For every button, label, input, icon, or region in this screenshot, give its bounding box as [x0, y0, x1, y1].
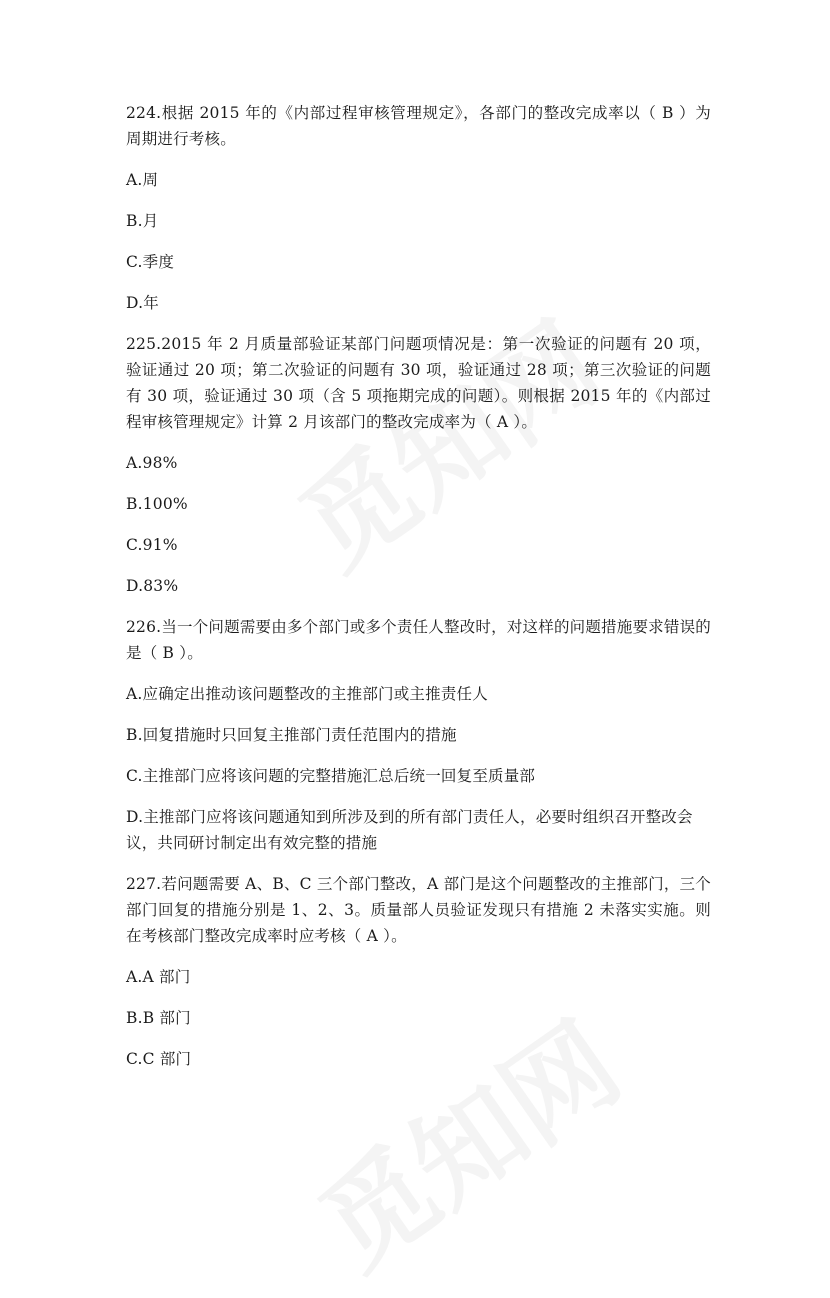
question-option: C.季度	[126, 253, 175, 271]
question-option: A.周	[126, 171, 159, 189]
question-block	[126, 871, 711, 1072]
question-option: C.主推部门应将该问题的完整措施汇总后统一回复至质量部	[126, 767, 536, 785]
question-option: D.年	[126, 294, 159, 312]
question-option: B.回复措施时只回复主推部门责任范围内的措施	[126, 726, 457, 744]
question-option: A.98%	[126, 454, 178, 472]
question-option: B.月	[126, 212, 159, 230]
question-option: D.主推部门应将该问题通知到所涉及到的所有部门责任人，必要时组织召开整改会议，共同研讨制定出有效完整的措施	[126, 808, 693, 852]
question-option: A.A 部门	[126, 968, 191, 986]
question-option: B.100%	[126, 495, 188, 513]
document-content	[126, 100, 711, 1087]
question-option: C.C 部门	[126, 1050, 192, 1068]
question-stem: 225.2015 年 2 月质量部验证某部门问题项情况是：第一次验证的问题有 20 项，验证通过 20 项；第二次验证的问题有 30 项，验证通过 28 项；第三次验证的问题有 30 项，验证通过 30 项（含 5 项拖期完成的问题）。则根据 2015 年的《内部过程审核管理规定》计算 2 月该部门的整改完成率为（ A ）。	[126, 335, 711, 431]
question-stem: 227.若问题需要 A、B、C 三个部门整改，A 部门是这个问题整改的主推部门，三个部门回复的措施分别是 1、2、3。质量部人员验证发现只有措施 2 未落实实施。则在考核部门整改完成率时应考核（ A ）。	[126, 875, 711, 945]
question-stem: 226.当一个问题需要由多个部门或多个责任人整改时，对这样的问题措施要求错误的是（ B ）。	[126, 618, 711, 662]
question-option: B.B 部门	[126, 1009, 191, 1027]
question-stem: 224.根据 2015 年的《内部过程审核管理规定》，各部门的整改完成率以（ B ）为周期进行考核。	[126, 104, 711, 148]
question-block	[126, 331, 711, 599]
question-block	[126, 100, 711, 316]
question-option: C.91%	[126, 536, 178, 554]
question-block	[126, 614, 711, 856]
question-option: D.83%	[126, 577, 179, 595]
question-option: A.应确定出推动该问题整改的主推部门或主推责任人	[126, 685, 488, 703]
